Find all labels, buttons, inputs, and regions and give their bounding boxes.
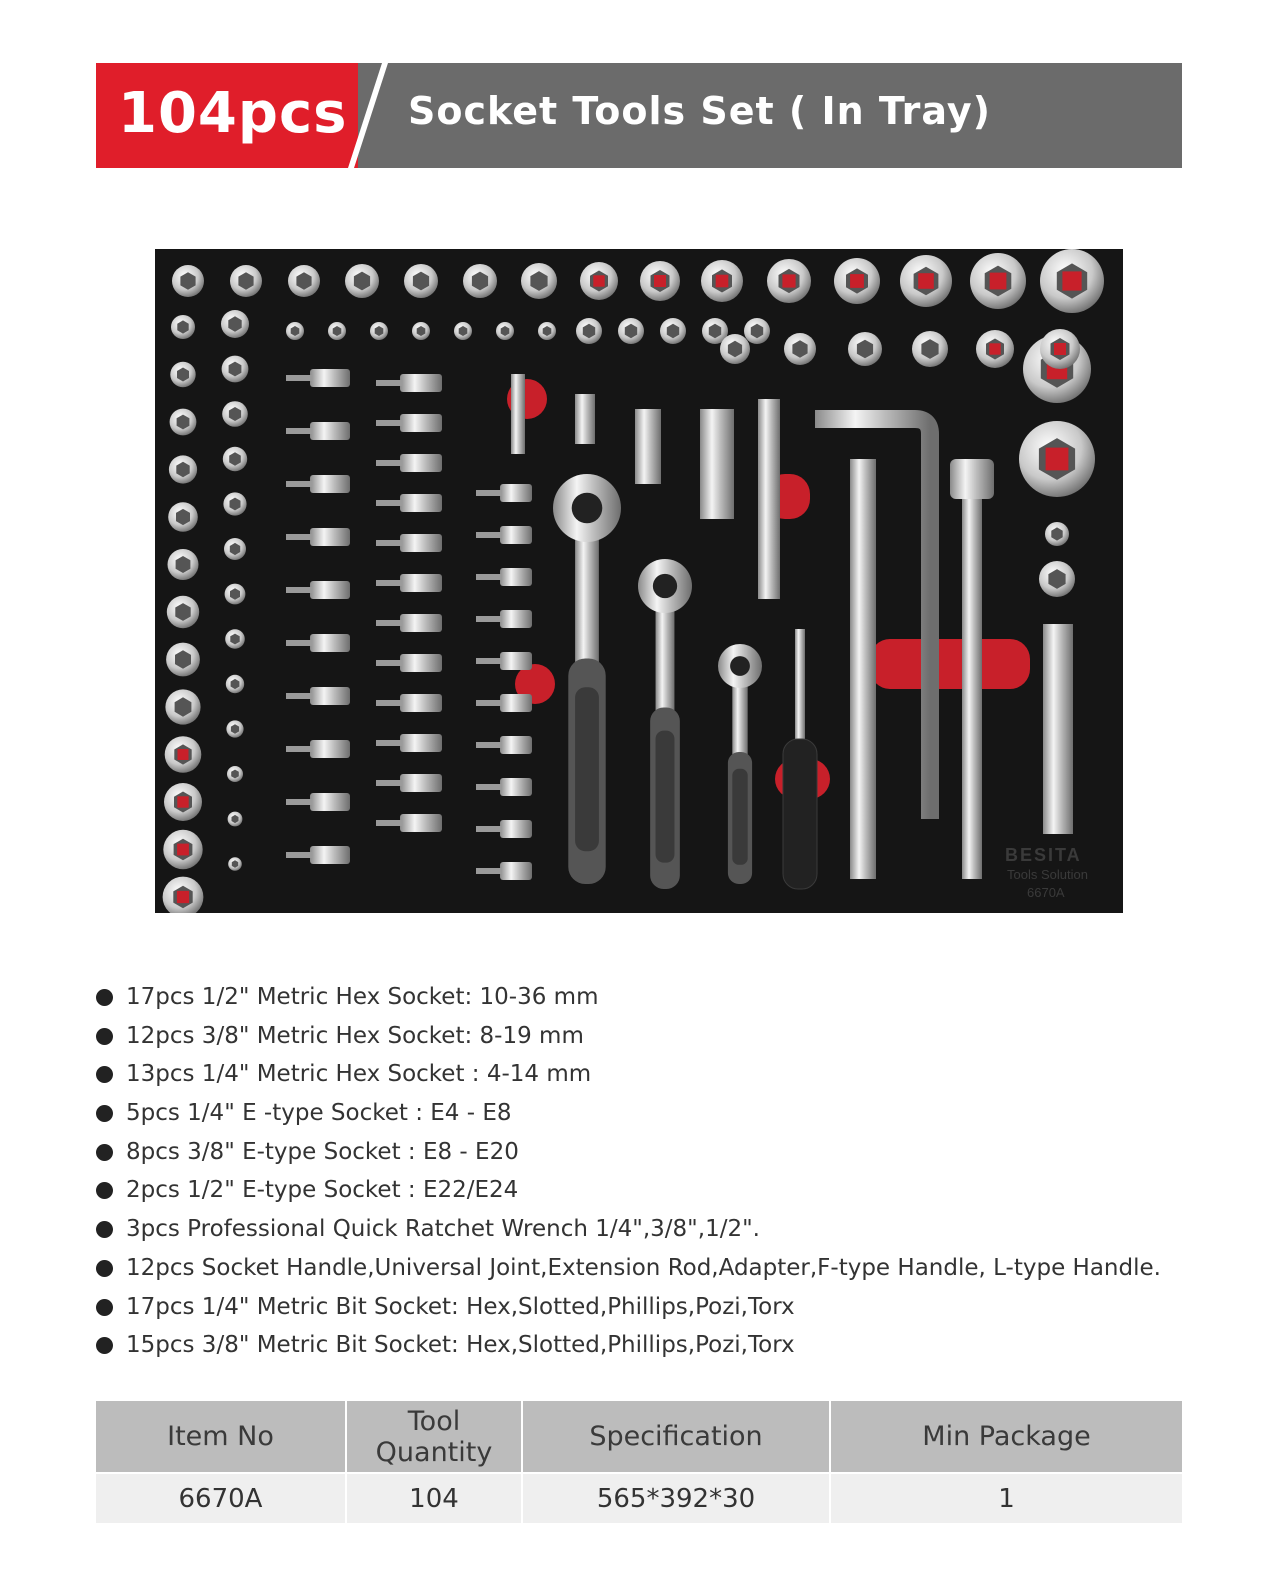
page-title: Socket Tools Set ( In Tray) [408, 89, 992, 133]
spec-table [96, 1401, 1182, 1523]
extension-bar-icon [850, 459, 876, 879]
bit-socket-icon [400, 694, 442, 712]
screwdriver-shaft-icon [795, 629, 805, 749]
bit-socket-icon [500, 820, 532, 838]
bit-socket-icon [400, 774, 442, 792]
list-item [96, 1326, 1196, 1365]
bullet-icon [96, 1066, 113, 1083]
header-banner [96, 63, 1182, 168]
universal-joint-icon [575, 394, 595, 444]
bullet-icon [96, 1337, 113, 1354]
column-header: Specification [522, 1401, 830, 1473]
feature-text: 8pcs 3/8" E-type Socket : E8 - E20 [126, 1138, 519, 1165]
min-package-cell: 1 [830, 1473, 1182, 1523]
universal-joint-icon [700, 409, 734, 519]
bullet-icon [96, 1105, 113, 1122]
bit-socket-icon [310, 634, 350, 652]
list-item [96, 1288, 1196, 1327]
piece-count: 104pcs [118, 81, 348, 146]
feature-list [96, 978, 1196, 1365]
bit-socket-icon [400, 734, 442, 752]
quantity-cell: 104 [346, 1473, 522, 1523]
bit-socket-icon [500, 526, 532, 544]
f-handle-icon [962, 479, 982, 879]
bit-socket-icon [400, 574, 442, 592]
list-item [96, 1094, 1196, 1133]
screwdriver-handle-icon [783, 739, 817, 889]
bit-socket-icon [400, 414, 442, 432]
universal-joint-icon [635, 409, 661, 484]
bit-socket-icon [310, 740, 350, 758]
feature-text: 2pcs 1/2" E-type Socket : E22/E24 [126, 1177, 519, 1204]
bit-socket-icon [310, 369, 350, 387]
table-header-row [96, 1401, 1182, 1473]
bit-socket-icon [400, 454, 442, 472]
bullet-icon [96, 1182, 113, 1199]
bit-socket-icon [310, 846, 350, 864]
list-item [96, 1017, 1196, 1056]
list-item [96, 978, 1196, 1017]
bullet-icon [96, 1260, 113, 1277]
feature-text: 13pcs 1/4" Metric Hex Socket : 4-14 mm [126, 1061, 592, 1088]
bit-socket-icon [500, 610, 532, 628]
list-item [96, 1133, 1196, 1172]
bit-socket-icon [400, 374, 442, 392]
extension-icon [1043, 624, 1073, 834]
bit-socket-icon [500, 484, 532, 502]
column-header: Tool Quantity [346, 1401, 522, 1473]
bit-socket-icon [400, 534, 442, 552]
feature-text: 12pcs Socket Handle,Universal Joint,Extension Rod,Adapter,F-type Handle, L-type Handle. [126, 1254, 1161, 1281]
bullet-icon [96, 989, 113, 1006]
bit-socket-icon [400, 614, 442, 632]
feature-text: 12pcs 3/8" Metric Hex Socket: 8-19 mm [126, 1022, 584, 1049]
tray-brand-label: BESITA [1005, 845, 1082, 865]
feature-text: 5pcs 1/4" E -type Socket : E4 - E8 [126, 1100, 512, 1127]
bit-socket-icon [310, 581, 350, 599]
specification-cell: 565*392*30 [522, 1473, 830, 1523]
extension-icon [758, 399, 780, 599]
bit-socket-icon [500, 862, 532, 880]
bit-socket-icon [500, 736, 532, 754]
bit-socket-icon [310, 528, 350, 546]
bit-socket-icon [310, 687, 350, 705]
item-no-cell: 6670A [96, 1473, 346, 1523]
bit-socket-icon [500, 778, 532, 796]
tray-cutout [870, 639, 1030, 689]
bullet-icon [96, 1299, 113, 1316]
bit-socket-icon [500, 568, 532, 586]
table-row [96, 1473, 1182, 1523]
feature-text: 15pcs 3/8" Metric Bit Socket: Hex,Slotted,Phillips,Pozi,Torx [126, 1332, 795, 1359]
tool-tray-illustration [155, 249, 1123, 913]
column-header: Item No [96, 1401, 346, 1473]
feature-text: 17pcs 1/4" Metric Bit Socket: Hex,Slotted,Phillips,Pozi,Torx [126, 1293, 795, 1320]
bit-socket-icon [500, 694, 532, 712]
bullet-icon [96, 1144, 113, 1161]
list-item [96, 1055, 1196, 1094]
product-photo [155, 249, 1123, 913]
tray-brand-sub: Tools Solution [1007, 867, 1088, 882]
tray-model-label: 6670A [1027, 885, 1065, 900]
bit-socket-icon [400, 654, 442, 672]
bit-socket-icon [400, 814, 442, 832]
bit-socket-icon [400, 494, 442, 512]
bit-socket-icon [310, 422, 350, 440]
extension-icon [511, 374, 525, 454]
bullet-icon [96, 1028, 113, 1045]
list-item [96, 1171, 1196, 1210]
bit-socket-icon [310, 793, 350, 811]
bullet-icon [96, 1221, 113, 1238]
feature-text: 17pcs 1/2" Metric Hex Socket: 10-36 mm [126, 984, 599, 1010]
list-item [96, 1210, 1196, 1249]
column-header: Min Package [830, 1401, 1182, 1473]
bit-socket-icon [310, 475, 350, 493]
list-item [96, 1249, 1196, 1288]
feature-text: 3pcs Professional Quick Ratchet Wrench 1/4",3/8",1/2". [126, 1216, 760, 1243]
bit-socket-icon [500, 652, 532, 670]
